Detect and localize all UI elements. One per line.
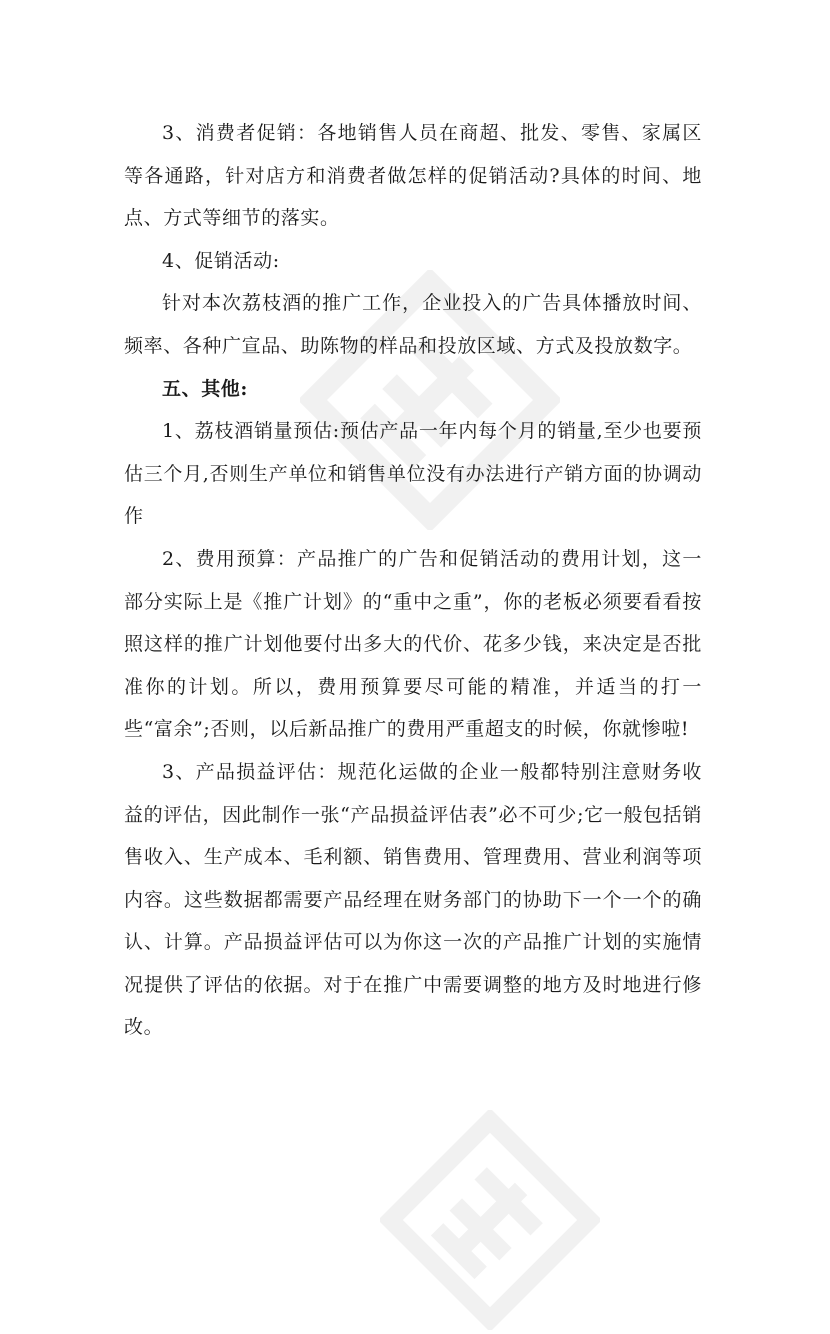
section-heading-other: 五、其他: [162,377,249,400]
document-page [124,112,702,1049]
paragraph-budget: 2、费用预算：产品推广的广告和促销活动的费用计划，这一部分实际上是《推广计划》的“重中之重”，你的老板必须要看看按照这样的推广计划他要付出多大的代价、花多少钱，来决定是否批准你的计划。所以，费用预算要尽可能的精准，并适当的打一些“富余”;否则，以后新品推广的费用严重超支的时候，你就惨啦! [124,547,702,741]
paragraph-sales-forecast: 1、荔枝酒销量预估:预估产品一年内每个月的销量,至少也要预估三个月,否则生产单位和销售单位没有办法进行产销方面的协调动作 [124,420,702,528]
paragraph-promotion-activity-title: 4、促销活动: [162,249,280,272]
paragraph-promotion-activity-body: 针对本次荔枝酒的推广工作，企业投入的广告具体播放时间、频率、各种广宣品、助陈物的样品和投放区域、方式及投放数字。 [124,292,702,357]
paragraph-profit-loss-evaluation: 3、产品损益评估：规范化运做的企业一般都特别注意财务收益的评估，因此制作一张“产品损益评估表”必不可少;它一般包括销售收入、生产成本、毛利额、销售费用、管理费用、营业利润等项内容。这些数据都需要产品经理在财务部门的协助下一个一个的确认、计算。产品损益评估可以为你这一次的产品推广计划的实施情况提供了评估的依据。对于在推广中需要调整的地方及时地进行修改。 [124,760,702,1039]
watermark-logo-icon [380,1110,600,1330]
paragraph-consumer-promotion: 3、消费者促销：各地销售人员在商超、批发、零售、家属区等各通路，针对店方和消费者做怎样的促销活动?具体的时间、地点、方式等细节的落实。 [124,122,702,230]
